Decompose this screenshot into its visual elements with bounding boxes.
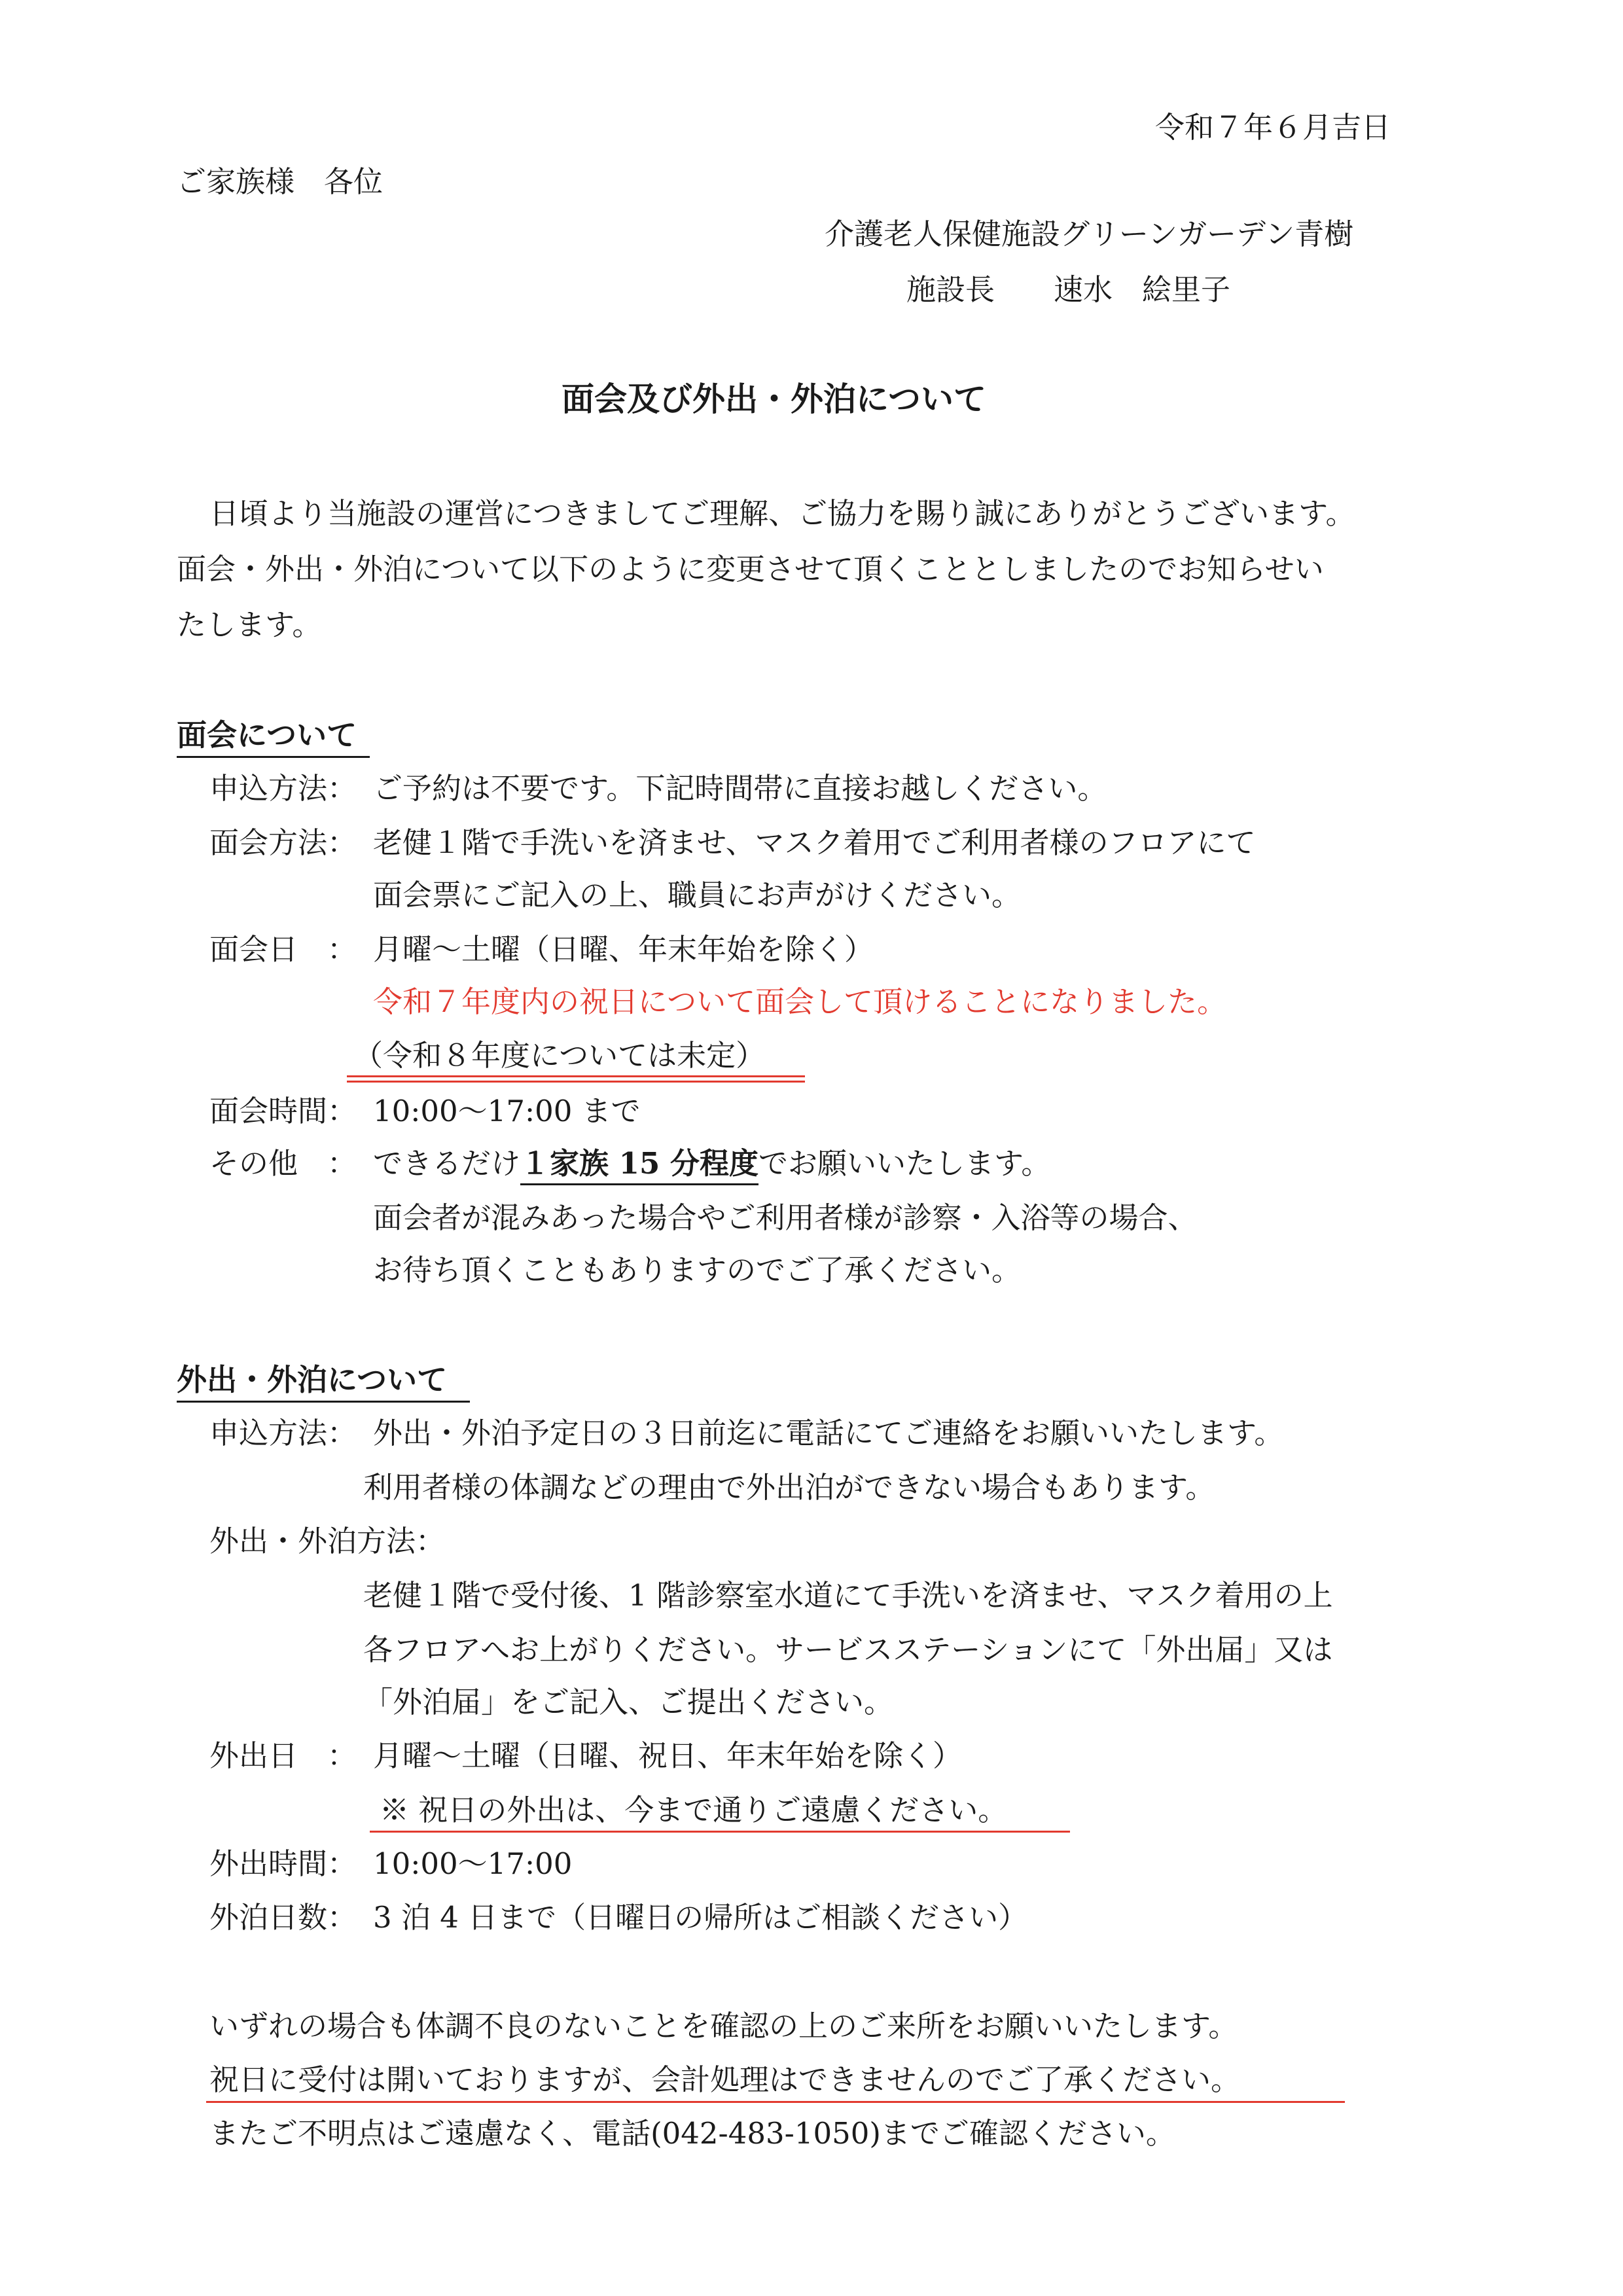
visit-heading-underline (177, 756, 370, 758)
outing-nights-label: 外泊日数： (209, 1900, 357, 1935)
outing-day-label: 外出日 ： (209, 1738, 357, 1773)
visit-other-line-1 (373, 1146, 1051, 1181)
outing-apply-text-1: 外出・外泊予定日の３日前迄に電話にてご連絡をお願いいたします。 (373, 1416, 1284, 1450)
visit-next-year-note: （令和８年度については未定） (353, 1038, 766, 1073)
red-double-underline-bottom (347, 1081, 805, 1083)
closing-red-underline (206, 2101, 1345, 2103)
outing-method-label: 外出・外泊方法： (209, 1524, 446, 1558)
closing-line-2: 祝日に受付は開いておりますが、会計処理はできませんのでご了承ください。 (209, 2062, 1241, 2097)
visit-duration-highlight: １家族 15 分程度 (520, 1146, 758, 1185)
visit-method-label: 面会方法： (209, 825, 357, 860)
outing-note-red-underline (370, 1831, 1070, 1833)
visit-other-post: でお願いいたします。 (758, 1146, 1051, 1181)
outing-holiday-note: ※ 祝日の外出は、今まで通りご遠慮ください。 (380, 1793, 1008, 1827)
visit-other-label: その他 ： (209, 1146, 357, 1181)
visit-apply-label: 申込方法： (209, 771, 357, 806)
visit-method-text-1: 老健１階で手洗いを済ませ、マスク着用でご利用者様のフロアにて (373, 825, 1256, 860)
director-name: 施設長 速水 絵里子 (906, 272, 1231, 307)
visit-apply-text: ご予約は不要です。下記時間帯に直接お越しください。 (373, 771, 1107, 806)
outing-heading: 外出・外泊について (177, 1362, 448, 1397)
outing-time-text: 10:00～17:00 (373, 1846, 573, 1881)
visit-other-line-2: 面会者が混みあった場合やご利用者様が診察・入浴等の場合、 (373, 1200, 1198, 1235)
page-title: 面会及び外出・外泊について (562, 380, 986, 418)
visit-time-label: 面会時間： (209, 1094, 357, 1128)
visit-other-pre: できるだけ (373, 1146, 521, 1181)
visit-method-text-2: 面会票にご記入の上、職員にお声がけください。 (373, 878, 1022, 912)
outing-day-text: 月曜～土曜（日曜、祝日、年末年始を除く） (373, 1738, 963, 1773)
visit-other-line-3: お待ち頂くこともありますのでご了承ください。 (373, 1253, 1022, 1287)
outing-nights-text: 3 泊 4 日まで（日曜日の帰所はご相談ください） (373, 1900, 1028, 1935)
visit-day-text: 月曜～土曜（日曜、年末年始を除く） (373, 932, 874, 967)
closing-line-3: またご不明点はご遠慮なく、電話(042-483-1050)までご確認ください。 (209, 2116, 1175, 2151)
outing-method-text-3: 「外泊届」をご記入、ご提出ください。 (363, 1685, 894, 1719)
document-date: 令和７年６月吉日 (1155, 110, 1391, 145)
intro-line-3: たします。 (177, 607, 322, 642)
red-double-underline-top (347, 1075, 805, 1077)
recipient-line: ご家族様 各位 (177, 164, 383, 199)
outing-apply-text-2: 利用者様の体調などの理由で外出泊ができない場合もあります。 (363, 1470, 1215, 1505)
visit-time-text: 10:00～17:00 まで (373, 1094, 641, 1128)
closing-line-1: いずれの場合も体調不良のないことを確認の上のご来所をお願いいたします。 (209, 2009, 1238, 2043)
outing-apply-label: 申込方法： (209, 1416, 357, 1450)
organization-name: 介護老人保健施設グリーンガーデン青樹 (825, 217, 1354, 251)
visit-day-label: 面会日 ： (209, 932, 357, 967)
outing-heading-underline (177, 1401, 470, 1403)
visit-holiday-notice: 令和７年度内の祝日について面会して頂けることになりました。 (373, 984, 1227, 1019)
outing-time-label: 外出時間： (209, 1846, 357, 1881)
outing-method-text-1: 老健１階で受付後、1 階診察室水道にて手洗いを済ませ、マスク着用の上 (363, 1578, 1333, 1613)
visit-heading: 面会について (177, 717, 357, 753)
outing-method-text-2: 各フロアへお上がりください。サービスステーションにて「外出届」又は (363, 1632, 1333, 1667)
intro-line-2: 面会・外出・外泊について以下のように変更させて頂くこととしましたのでお知らせい (177, 552, 1324, 586)
intro-line-1: 日頃より当施設の運営につきましてご理解、ご協力を賜り誠にありがとうございます。 (209, 496, 1355, 531)
